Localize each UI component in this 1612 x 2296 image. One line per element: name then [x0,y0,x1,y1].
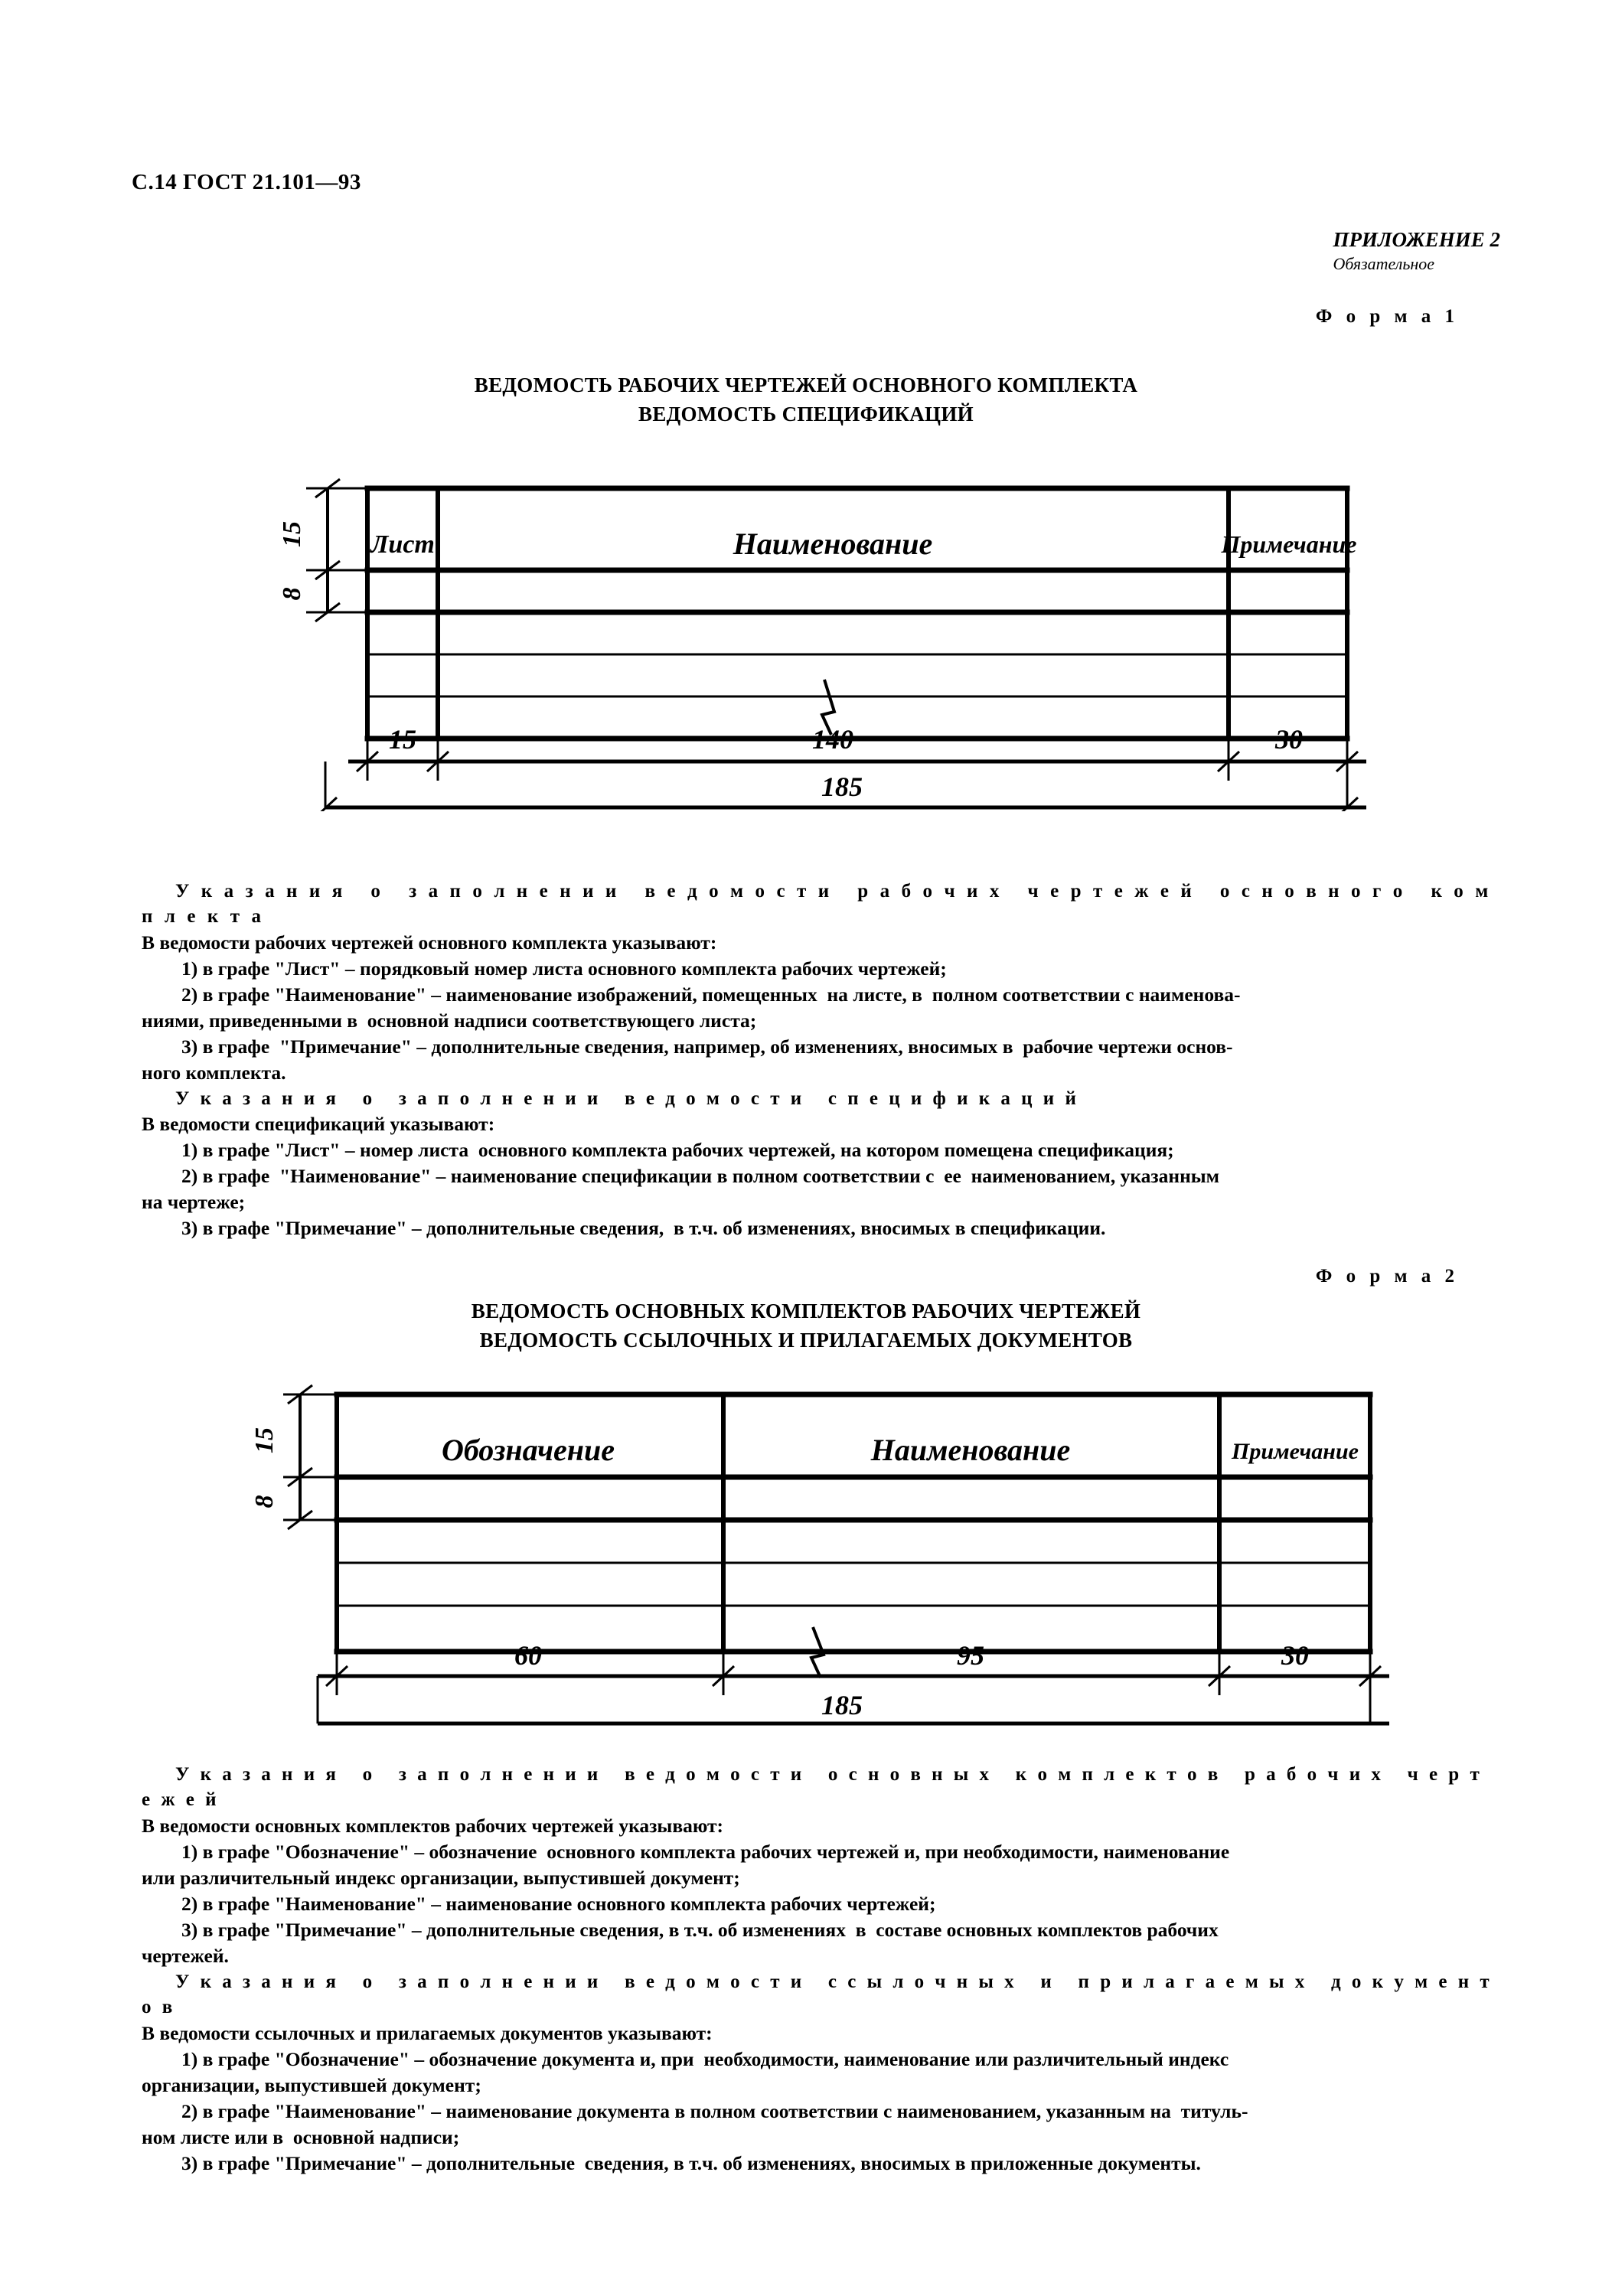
form2-col-header-naimenovanie: Наименование [870,1433,1071,1467]
form-2-instructions [142,1762,1500,2177]
page-header-reference: С.14 ГОСТ 21.101—93 [132,170,361,194]
instr-item-1-3: 3) в графе "Примечание" – дополнительные сведения, например, об изменениях, вносимых в рабочие чертежи основ- [181,1035,1233,1058]
dim-h-95-form2: 95 [957,1640,984,1671]
instr-item-1-2: 2) в графе "Наименование" – наименование изображений, помещенных на листе, в полном соответствии с наименова- [181,983,1241,1006]
dim-h-60-form2: 60 [514,1640,542,1671]
instr2-item-1-2: 2) в графе "Наименование" – наименование основного комплекта рабочих чертежей; [181,1892,936,1915]
instr2-item-1-1: 1) в графе "Обозначение" – обозначение основного комплекта рабочих чертежей и, при необходимости, наименование [181,1840,1230,1863]
form1-col-header-primechanie: Примечание [1221,530,1357,558]
instr2-item-2-2-cont: ном листе или в основной надписи; [142,2125,460,2148]
instr-item-2-2-cont: на чертеже; [142,1191,246,1214]
instr-item-2-1: 1) в графе "Лист" – номер листа основного комплекта рабочих чертежей, на котором помещена спецификация; [181,1139,1174,1162]
section-1-title-line-1: ВЕДОМОСТЬ РАБОЧИХ ЧЕРТЕЖЕЙ ОСНОВНОГО КОМПЛЕКТА [474,373,1138,396]
dim-h-15-form1: 15 [389,724,416,755]
section-2-title [0,1296,1612,1355]
section-1-title [0,370,1612,429]
form-2-label: Ф о р м а 2 [1315,1266,1459,1287]
instr2-intro-1: В ведомости основных комплектов рабочих чертежей указывают: [142,1814,724,1837]
dim-v-8-form2: 8 [250,1495,279,1508]
instr2-heading-1: У к а з а н и я о з а п о л н е н и и в е д о м о с т и о с н о в н ы х к о м п л е к т о в р а б о ч и х ч е р т е ж е й [142,1764,1490,1811]
instr2-item-2-1-cont: организации, выпустившей документ; [142,2073,481,2096]
instr-heading-2: У к а з а н и я о з а п о л н е н и и в е д о м о с т и с п е ц и ф и к а ц и й [175,1088,1079,1109]
instr-item-1-3-cont: ного комплекта. [142,1061,286,1084]
section-2-title-line-1: ВЕДОМОСТЬ ОСНОВНЫХ КОМПЛЕКТОВ РАБОЧИХ ЧЕРТЕЖЕЙ [471,1300,1141,1322]
dim-h-185-form2: 185 [821,1690,863,1720]
form-2-drawing [0,1370,1612,1730]
form1-col-header-list: Лист [370,530,435,559]
form2-col-header-oboznachenie: Обозначение [441,1433,615,1467]
instr2-item-2-3: 3) в графе "Примечание" – дополнительные сведения, в т.ч. об изменениях, вносимых в приложенные документы. [181,2151,1201,2174]
appendix-block [1333,227,1500,275]
dim-h-140-form1: 140 [812,724,853,755]
instr2-heading-2: У к а з а н и я о з а п о л н е н и и в е д о м о с т и с с ы л о ч н ы х и п р и л а г а е м ы х д о к у м е н т о в [142,1971,1500,2018]
instr-item-1-1: 1) в графе "Лист" – порядковый номер листа основного комплекта рабочих чертежей; [181,957,947,980]
instr2-item-1-3: 3) в графе "Примечание" – дополнительные сведения, в т.ч. об изменениях в составе основных комплектов рабочих [181,1918,1219,1941]
appendix-subtitle: Обязательное [1333,253,1435,273]
dim-h-30-form2: 30 [1281,1640,1309,1671]
form-1-drawing [0,459,1612,811]
form-1-instructions [142,879,1500,1241]
dim-v-15-form2: 15 [250,1427,279,1453]
form1-col-header-naimenovanie: Наименование [733,527,933,561]
instr-item-1-2-cont: ниями, приведенными в основной надписи соответствующего листа; [142,1009,757,1032]
dim-v-15-form1: 15 [278,521,306,547]
instr-heading-1: У к а з а н и я о з а п о л н е н и и в е д о м о с т и р а б о ч и х ч е р т е ж е й о с н о в н о г о к о м п л е к т а [142,881,1500,928]
dim-h-185-form1: 185 [821,771,863,802]
dim-v-8-form1: 8 [278,587,306,601]
form-1-label: Ф о р м а 1 [1315,306,1459,327]
instr-item-2-2: 2) в графе "Наименование" – наименование спецификации в полном соответствии с ее наименованием, указанным [181,1165,1220,1188]
section-2-title-line-2: ВЕДОМОСТЬ ССЫЛОЧНЫХ И ПРИЛАГАЕМЫХ ДОКУМЕНТОВ [479,1329,1133,1352]
instr-item-2-3: 3) в графе "Примечание" – дополнительные сведения, в т.ч. об изменениях, вносимых в спецификации. [181,1217,1106,1240]
section-1-title-line-2: ВЕДОМОСТЬ СПЕЦИФИКАЦИЙ [638,403,974,426]
form2-col-header-primechanie: Примечание [1232,1439,1359,1464]
instr2-item-1-1-cont: или различительный индекс организации, выпустившей документ; [142,1866,740,1889]
instr-intro-1: В ведомости рабочих чертежей основного комплекта указывают: [142,931,717,954]
instr2-item-2-1: 1) в графе "Обозначение" – обозначение документа и, при необходимости, наименование или различительный индекс [181,2047,1229,2070]
form-1-table-figure [0,459,1612,811]
form-2-table-figure [0,1370,1612,1730]
instr2-item-2-2: 2) в графе "Наименование" – наименование документа в полном соответствии с наименованием, указанным на титуль- [181,2099,1248,2122]
instr2-intro-2: В ведомости ссылочных и прилагаемых документов указывают: [142,2021,713,2044]
dim-h-30-form1: 30 [1275,724,1303,755]
instr2-item-1-3-cont: чертежей. [142,1944,229,1967]
instr-intro-2: В ведомости спецификаций указывают: [142,1113,495,1136]
appendix-title: ПРИЛОЖЕНИЕ 2 [1333,228,1500,251]
